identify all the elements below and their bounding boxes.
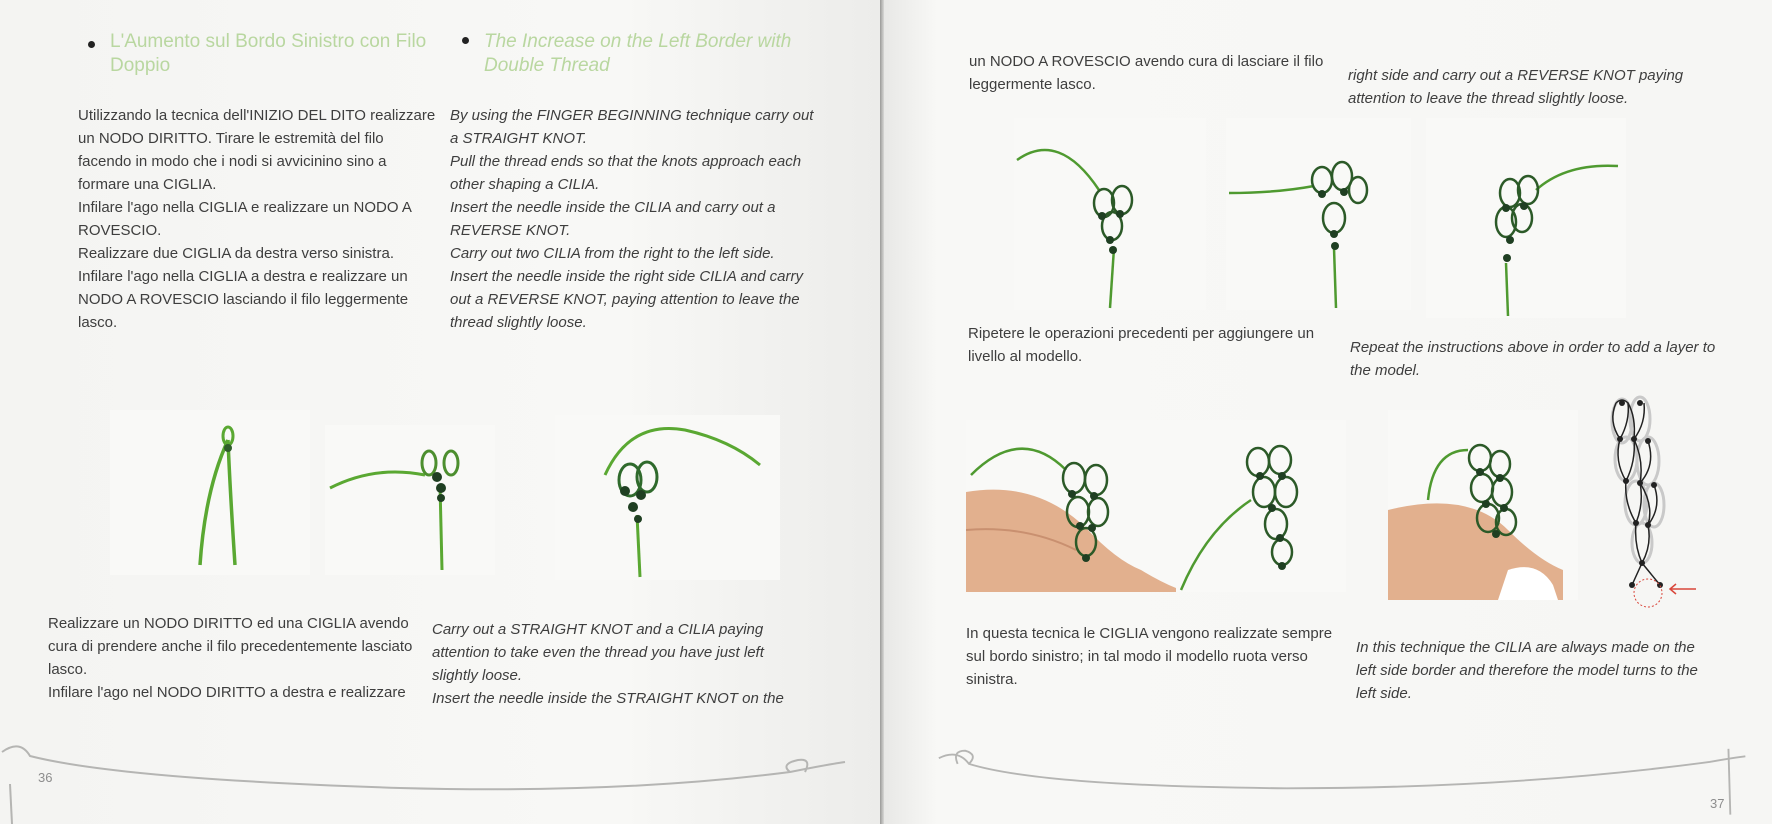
finger-knot-illustration — [966, 420, 1176, 592]
left-page — [0, 0, 884, 824]
step-photo-1 — [110, 410, 310, 575]
right-page — [884, 0, 1772, 824]
intro-italian: Utilizzando la tecnica dell'INIZIO DEL DITO realizzare un NODO DIRITTO. Tirare le estremità del filo facendo in modo che i nodi si avvicinino sino a formare una CIGLIA. Infilare l'ago nella CIGLIA e realizzare un NODO A ROVESCIO. Realizzare due CIGLIA da destra verso sinistra. Infilare l'ago nella CIGLIA a destra e realizzare un NODO A ROVESCIO lasciando il filo leggermente lasco. — [78, 107, 436, 331]
knot-illustration — [555, 415, 780, 580]
red-arrow-icon — [1670, 584, 1696, 594]
finger-knot-illustration — [1388, 410, 1578, 600]
step-photo-3 — [555, 415, 780, 580]
lattice-schematic — [1596, 395, 1706, 615]
knot-illustration — [110, 410, 310, 575]
intro-english: By using the FINGER BEGINNING technique carry out a STRAIGHT KNOT. Pull the thread ends so that the knots approach each other shaping a CILIA. Insert the needle inside the CILIA and carry out a REVERSE KNOT. Carry out two CILIA from the right to the left side. Insert the needle inside the right side CILIA and carry out a REVERSE KNOT, paying attention to leave the thread slightly loose. — [450, 107, 814, 331]
bottom-italian: In questa tecnica le CIGLIA vengono realizzate sempre sul bordo sinistro; in tal modo il modello ruota verso sinistra. — [966, 625, 1333, 688]
knot-illustration — [1176, 420, 1346, 592]
bullet-icon — [462, 37, 469, 44]
layer-photo-1 — [1014, 118, 1206, 310]
finger-photo-3 — [1388, 410, 1578, 600]
finger-photo-1 — [966, 420, 1176, 592]
top-italian: un NODO A ROVESCIO avendo cura di lasciare il filo leggermente lasco. — [969, 53, 1324, 93]
page-number: 37 — [1710, 796, 1725, 811]
bottom-italian: Realizzare un NODO DIRITTO ed una CIGLIA avendo cura di prendere anche il filo precedentemente lasciato lasco. Infilare l'ago nel NODO DIRITTO a destra e realizzare — [48, 615, 413, 701]
mid-italian: Ripetere le operazioni precedenti per aggiungere un livello al modello. — [968, 325, 1315, 365]
decorative-swirl — [884, 730, 1772, 824]
knot-illustration — [1426, 118, 1626, 318]
heading-italian: L'Aumento sul Bordo Sinistro con Filo Doppio — [110, 31, 427, 76]
heading-english: The Increase on the Left Border with Double Thread — [484, 31, 792, 76]
lattice-diagram — [1596, 395, 1706, 615]
finger-photo-2 — [1176, 420, 1346, 592]
bullet-icon — [88, 41, 95, 48]
layer-photo-2 — [1226, 118, 1411, 310]
layer-photo-3 — [1426, 118, 1626, 318]
mid-english: Repeat the instructions above in order to add a layer to the model. — [1350, 339, 1716, 379]
knot-illustration — [325, 425, 495, 575]
step-photo-2 — [325, 425, 495, 575]
top-english: right side and carry out a REVERSE KNOT paying attention to leave the thread slightly loose. — [1348, 67, 1684, 107]
decorative-swirl — [0, 724, 884, 824]
knot-illustration — [1226, 118, 1411, 310]
page-number: 36 — [38, 770, 53, 785]
bottom-english: Carry out a STRAIGHT KNOT and a CILIA paying attention to take even the thread you have just left slightly loose. Insert the needle inside the STRAIGHT KNOT on the — [432, 621, 784, 707]
bottom-english: In this technique the CILIA are always made on the left side border and therefore the model turns to the left side. — [1356, 639, 1698, 702]
knot-illustration — [1014, 118, 1206, 310]
